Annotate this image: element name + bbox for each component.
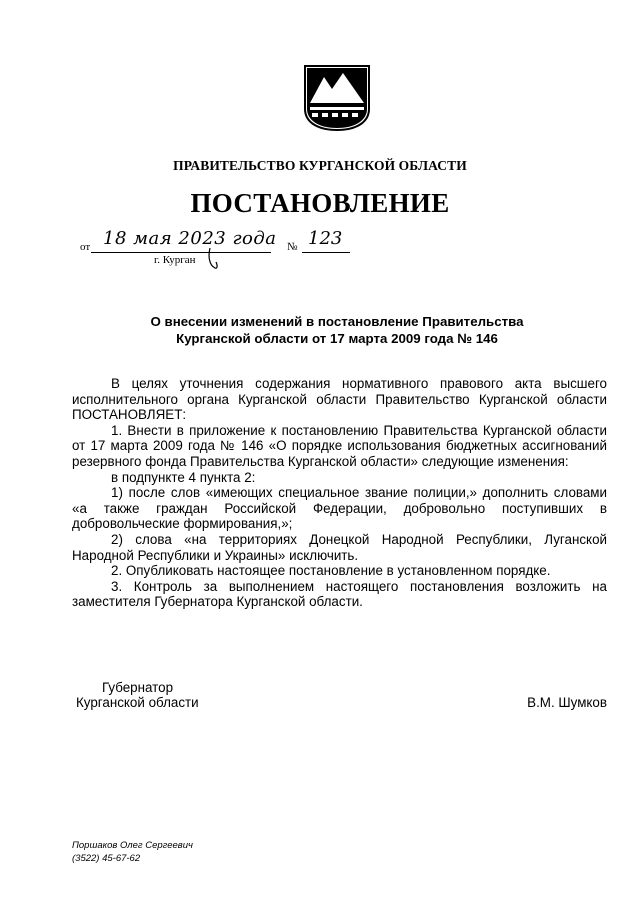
kurgan-coat-of-arms-emblem-icon <box>302 63 372 133</box>
preamble-paragraph: В целях уточнения содержания нормативного правового акта высшего исполнительного органа Курганской области Правительство Курганской области ПОСТАНОВЛЯЕТ: <box>72 376 607 423</box>
signatory-name: В.М. Шумков <box>527 695 607 710</box>
item-2-paragraph: 2. Опубликовать настоящее постановление в установленном порядке. <box>111 563 551 579</box>
document-body <box>72 376 607 610</box>
city-label: г. Курган <box>154 254 196 266</box>
item-3-paragraph: 3. Контроль за выполнением настоящего постановления возложить на заместителя Губернатора Курганской области. <box>72 578 607 610</box>
subject-line-2: Курганской области от 17 марта 2009 года № 146 <box>176 331 498 346</box>
handwritten-stroke-mark <box>207 248 219 270</box>
signatory-title-line-2: Курганской области <box>76 695 199 710</box>
date-prefix: от <box>80 241 91 253</box>
number-prefix: № <box>287 241 298 253</box>
number-underline <box>302 252 350 253</box>
item-1-paragraph: 1. Внести в приложение к постановлению Правительства Курганской области от 17 марта 2009 года № 146 «О порядке использования бюджетных ассигнований резервного фонда Правительства Курганской области» следующие изменения: <box>72 422 607 469</box>
handwritten-date: 18 мая 2023 года <box>103 228 277 249</box>
document-subject <box>0 313 640 347</box>
subitem-2-paragraph: 2) слова «на территориях Донецкой Народной Республики, Луганской Народной Республики и Украины» исключить. <box>72 531 607 563</box>
handwritten-number: 123 <box>308 228 343 249</box>
subpoint-paragraph: в подпункте 4 пункта 2: <box>111 469 256 485</box>
document-type-title: ПОСТАНОВЛЕНИЕ <box>190 188 450 218</box>
subject-line-1: О внесении изменений в постановление Правительства <box>150 314 524 329</box>
signatory-title-line-1: Губернатор <box>102 680 174 695</box>
date-underline <box>91 252 271 253</box>
government-name: ПРАВИТЕЛЬСТВО КУРГАНСКОЙ ОБЛАСТИ <box>173 158 467 173</box>
executor-name: Поршаков Олег Сергеевич <box>72 840 193 851</box>
subitem-1-paragraph: 1) после слов «имеющих специальное звание полиции,» дополнить словами «а также граждан Российской Федерации, добровольно поступивших в добровольческие формирования,»; <box>72 485 607 532</box>
executor-phone: (3522) 45-67-62 <box>72 853 141 864</box>
